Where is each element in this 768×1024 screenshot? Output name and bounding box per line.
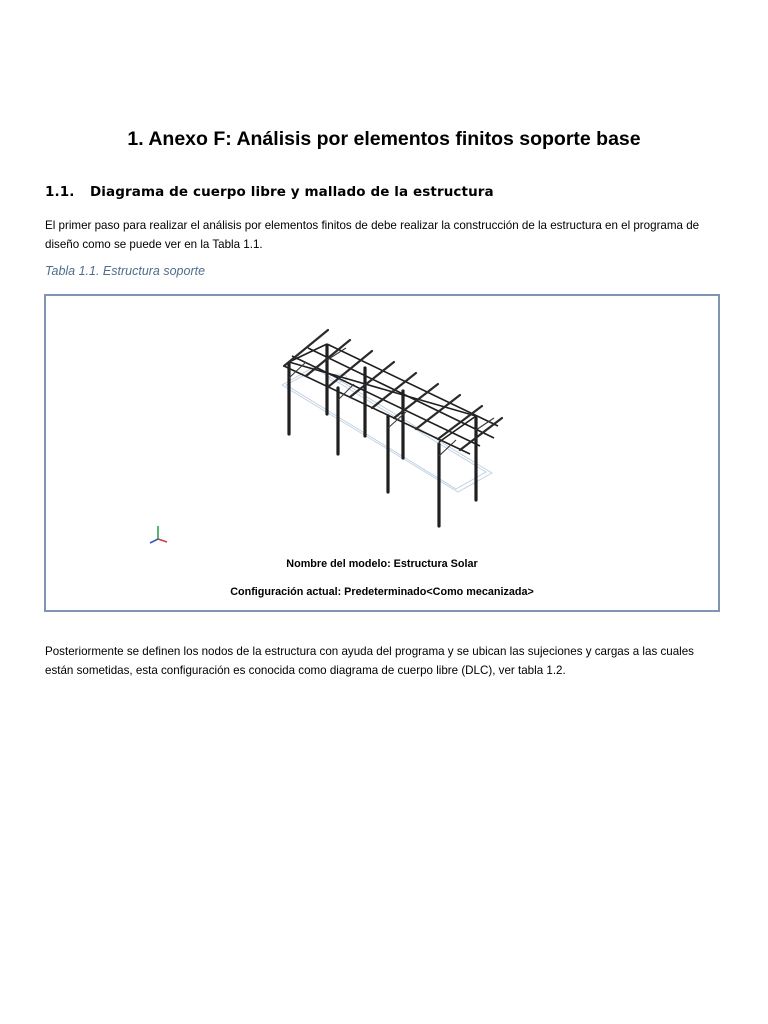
axes-triad-icon xyxy=(150,526,167,543)
intro-paragraph: El primer paso para realizar el análisis por elementos finitos de debe realizar la construcción de la estructura en el programa de diseño como se puede ver en la Tabla 1.1. xyxy=(45,219,700,251)
section-heading: 1. Anexo F: Análisis por elementos finitos soporte base xyxy=(127,128,641,150)
model-name-label: Nombre del modelo: Estructura Solar xyxy=(286,558,478,570)
table-caption: Tabla 1.1. Estructura soporte xyxy=(45,264,206,278)
subsection-number: 1.1. xyxy=(45,184,75,200)
top-frame xyxy=(284,344,498,454)
figure-frame xyxy=(44,294,720,612)
subsection-title: Diagrama de cuerpo libre y mallado de la estructura xyxy=(90,184,494,200)
dcl-paragraph: Posteriormente se definen los nodos de la estructura con ayuda del programa y se ubican las sujeciones y cargas a las cuales están sometidas, esta configuración es conocida como diagrama de cuerpo libre (DLC), ver tabla 1.2. xyxy=(45,645,694,677)
subsection-heading xyxy=(45,184,494,200)
configuration-label: Configuración actual: Predeterminado<Como mecanizada> xyxy=(230,586,534,598)
